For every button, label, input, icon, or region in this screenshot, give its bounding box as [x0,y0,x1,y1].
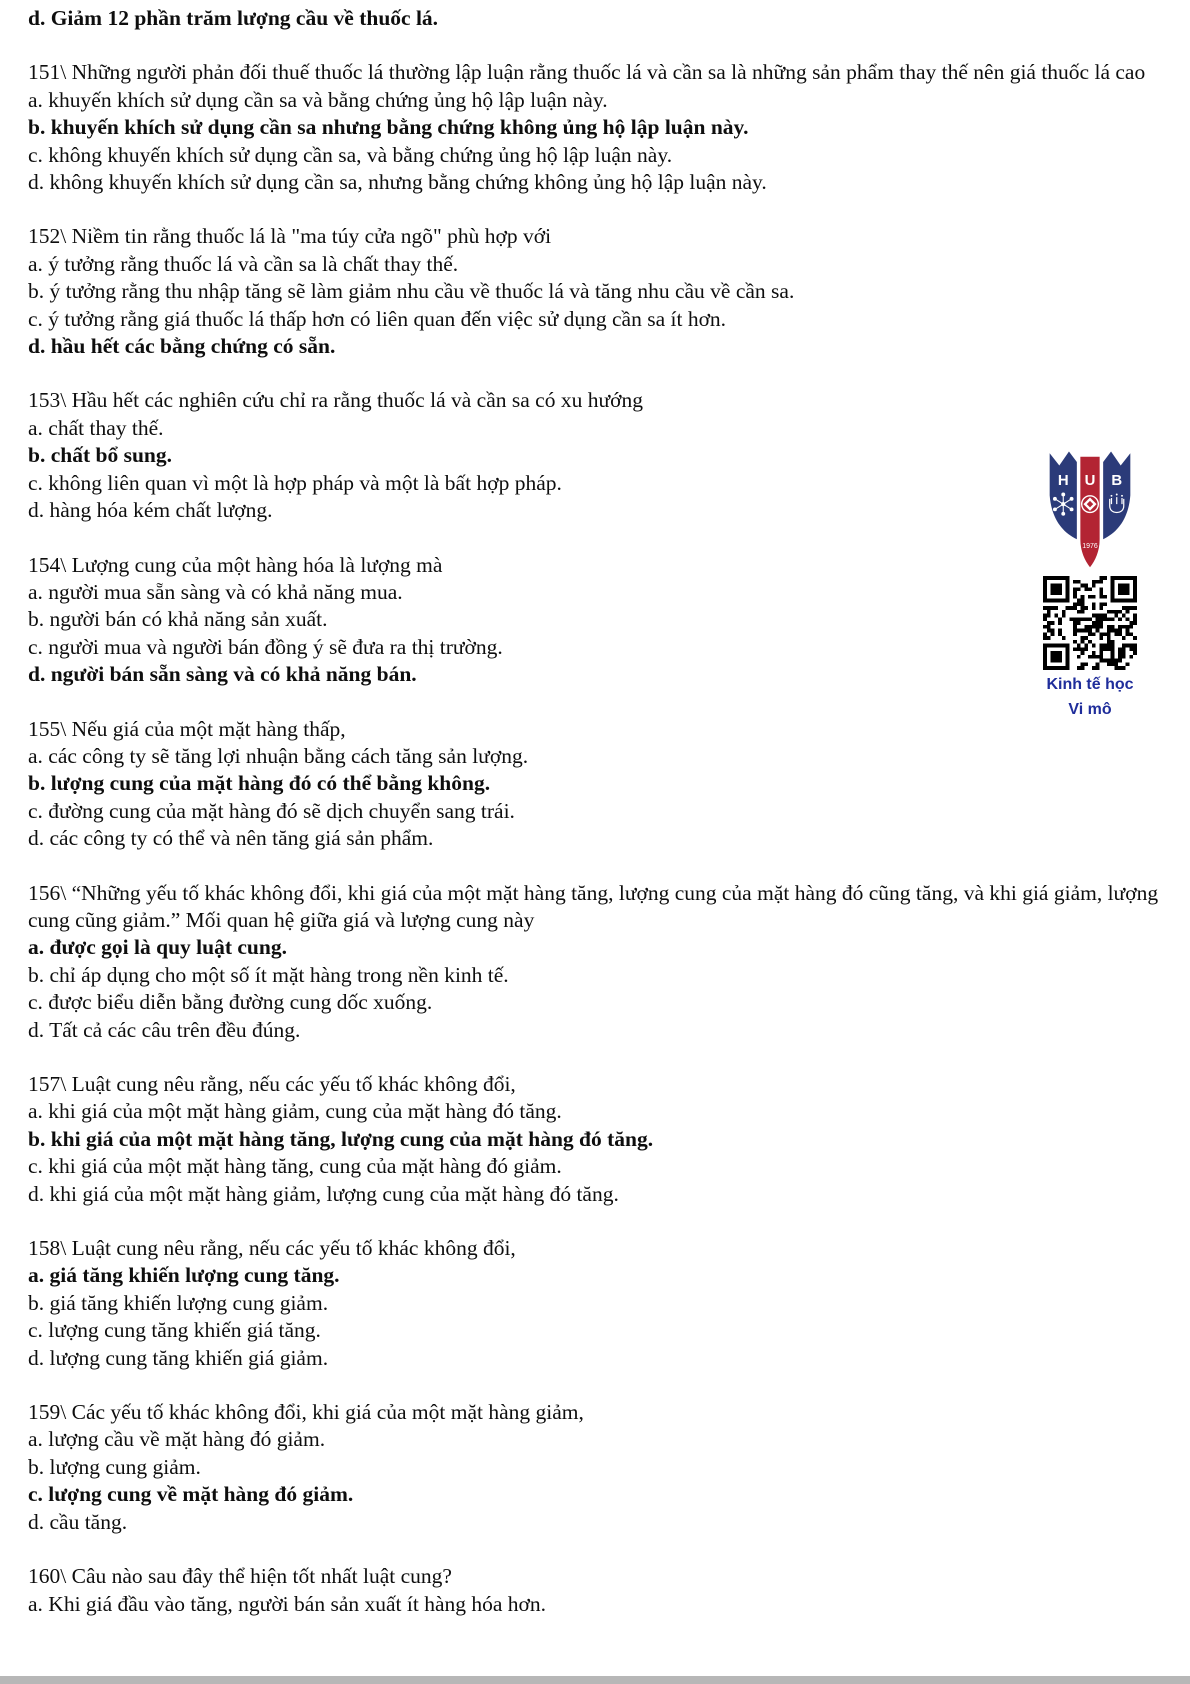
option-b: b. lượng cung giảm. [28,1454,201,1479]
branding-panel [1041,441,1139,720]
option-d: d. khi giá của một mặt hàng giảm, lượng cung của mặt hàng đó tăng. [28,1181,619,1206]
option-a: a. Khi giá đầu vào tăng, người bán sản xuất ít hàng hóa hơn. [28,1591,547,1616]
option-a: a. được gọi là quy luật cung. [28,935,287,960]
option-a: a. ý tưởng rằng thuốc lá và cần sa là chất thay thế. [28,251,459,276]
option-a: a. khuyến khích sử dụng cần sa và bằng chứng ủng hộ lập luận này. [28,87,608,112]
qr-caption-line1: Kinh tế học [1046,676,1134,693]
question-text [28,1235,1164,1262]
question-body: Hầu hết các nghiên cứu chỉ ra rằng thuốc lá và cần sa có xu hướng [71,388,643,413]
question-text [28,552,1164,579]
logo-letter-h: H [1057,472,1069,489]
question-text [28,1563,1164,1590]
option-d: d. lượng cung tăng khiến giá giảm. [28,1345,329,1370]
question-body: Luật cung nêu rằng, nếu các yếu tố khác không đổi, [71,1236,516,1261]
question-text [28,59,1164,86]
option-c: c. không liên quan vì một là hợp pháp và một là bất hợp pháp. [28,470,562,495]
option-b: b. lượng cung của mặt hàng đó có thể bằng không. [28,771,491,796]
qr-caption-line2: Vi mô [1068,701,1112,718]
question-body: Luật cung nêu rằng, nếu các yếu tố khác không đổi, [71,1072,516,1096]
qr-code [1043,576,1137,670]
option-c: c. lượng cung tăng khiến giá tăng. [28,1318,321,1343]
option-a: a. khi giá của một mặt hàng giảm, cung của mặt hàng đó tăng. [28,1099,562,1124]
question-body: Những người phản đối thuế thuốc lá thường lập luận rằng thuốc lá và cần sa là những sản phẩm thay thế nên giá thuốc lá cao [71,60,1146,85]
logo-letter-u: U [1084,472,1096,489]
bottom-gray-bar [0,1676,1190,1684]
option-a: a. giá tăng khiến lượng cung tăng. [28,1263,340,1288]
question-body: Lượng cung của một hàng hóa là lượng mà [71,552,443,577]
question-155 [28,716,1164,853]
question-154 [28,552,1164,689]
question-number: 152\ [28,224,67,249]
option-d: d. người bán sẵn sàng và có khả năng bán. [28,662,417,687]
option-b: b. chất bổ sung. [28,443,172,468]
option-d: d. hầu hết các bằng chứng có sẵn. [28,334,336,359]
question-number: 156\ [28,880,67,905]
option-d: d. không khuyến khích sử dụng cần sa, nhưng bằng chứng không ủng hộ lập luận này. [28,170,767,195]
option-c: c. người mua và người bán đồng ý sẽ đưa ra thị trường. [28,634,503,659]
option-b: b. chỉ áp dụng cho một số ít mặt hàng trong nền kinh tế. [28,962,509,987]
option-d: d. hàng hóa kém chất lượng. [28,498,273,523]
option-c: c. được biểu diễn bằng đường cung dốc xuống. [28,990,433,1015]
option-c: c. đường cung của mặt hàng đó sẽ dịch chuyển sang trái. [28,798,515,823]
question-number: 153\ [28,388,67,413]
question-number: 157\ [28,1072,67,1096]
question-text [28,880,1164,935]
question-number: 158\ [28,1236,67,1261]
option-b: b. giá tăng khiến lượng cung giảm. [28,1290,329,1315]
option-d: d. các công ty có thể và nên tăng giá sản phẩm. [28,826,434,851]
question-160 [28,1563,1164,1618]
question-157 [28,1071,1164,1208]
option-a: a. lượng cầu về mặt hàng đó giảm. [28,1427,326,1452]
option-b: b. khuyến khích sử dụng cần sa nhưng bằng chứng không ủng hộ lập luận này. [28,115,749,140]
option-b: b. khi giá của một mặt hàng tăng, lượng cung của mặt hàng đó tăng. [28,1126,654,1151]
question-body: Các yếu tố khác không đổi, khi giá của một mặt hàng giảm, [71,1400,584,1425]
question-159 [28,1399,1164,1536]
option-c: c. lượng cung về mặt hàng đó giảm. [28,1482,354,1507]
question-151 [28,59,1164,196]
question-number: 160\ [28,1564,67,1589]
question-body: Nếu giá của một mặt hàng thấp, [71,716,346,741]
question-text [28,1071,1164,1098]
question-152 [28,223,1164,360]
question-number: 154\ [28,552,67,577]
question-text [28,223,1164,250]
option-a: a. chất thay thế. [28,415,164,440]
question-158 [28,1235,1164,1372]
logo-diamond-icon [1082,496,1099,513]
logo-letter-b: B [1111,472,1123,489]
option-a: a. người mua sẵn sàng và có khả năng mua. [28,579,403,604]
question-text [28,387,1164,414]
logo-year: 1976 [1082,542,1098,550]
option-c: c. ý tưởng rằng giá thuốc lá thấp hơn có liên quan đến việc sử dụng cần sa ít hơn. [28,306,727,331]
question-text [28,1399,1164,1426]
question-number: 155\ [28,716,67,741]
question-body: Câu nào sau đây thể hiện tốt nhất luật cung? [71,1564,452,1589]
question-body: Niềm tin rằng thuốc lá là "ma túy cửa ngõ" phù hợp với [71,224,552,249]
question-156 [28,880,1164,1044]
option-c: c. không khuyến khích sử dụng cần sa, và bằng chứng ủng hộ lập luận này. [28,142,673,167]
question-body: “Những yếu tố khác không đổi, khi giá của một mặt hàng tăng, lượng cung của mặt hàng đó cũng tăng, và khi giá giảm, lượng cung cũng giảm.” Mối quan hệ giữa giá và lượng cung này [28,880,1159,932]
question-number: 151\ [28,60,67,85]
intro-answer-line: d. Giảm 12 phần trăm lượng cầu về thuốc lá. [28,6,439,30]
question-number: 159\ [28,1400,67,1425]
option-c: c. khi giá của một mặt hàng tăng, cung của mặt hàng đó giảm. [28,1154,562,1179]
option-d: d. cầu tăng. [28,1509,128,1534]
option-b: b. ý tưởng rằng thu nhập tăng sẽ làm giảm nhu cầu về thuốc lá và tăng nhu cầu về cần sa. [28,279,795,304]
option-a: a. các công ty sẽ tăng lợi nhuận bằng cách tăng sản lượng. [28,743,529,768]
option-d: d. Tất cả các câu trên đều đúng. [28,1017,301,1042]
hub-university-logo [1046,441,1134,569]
document-body [28,5,1164,1618]
question-text [28,716,1164,743]
option-b: b. người bán có khả năng sản xuất. [28,607,328,632]
question-153 [28,387,1164,524]
